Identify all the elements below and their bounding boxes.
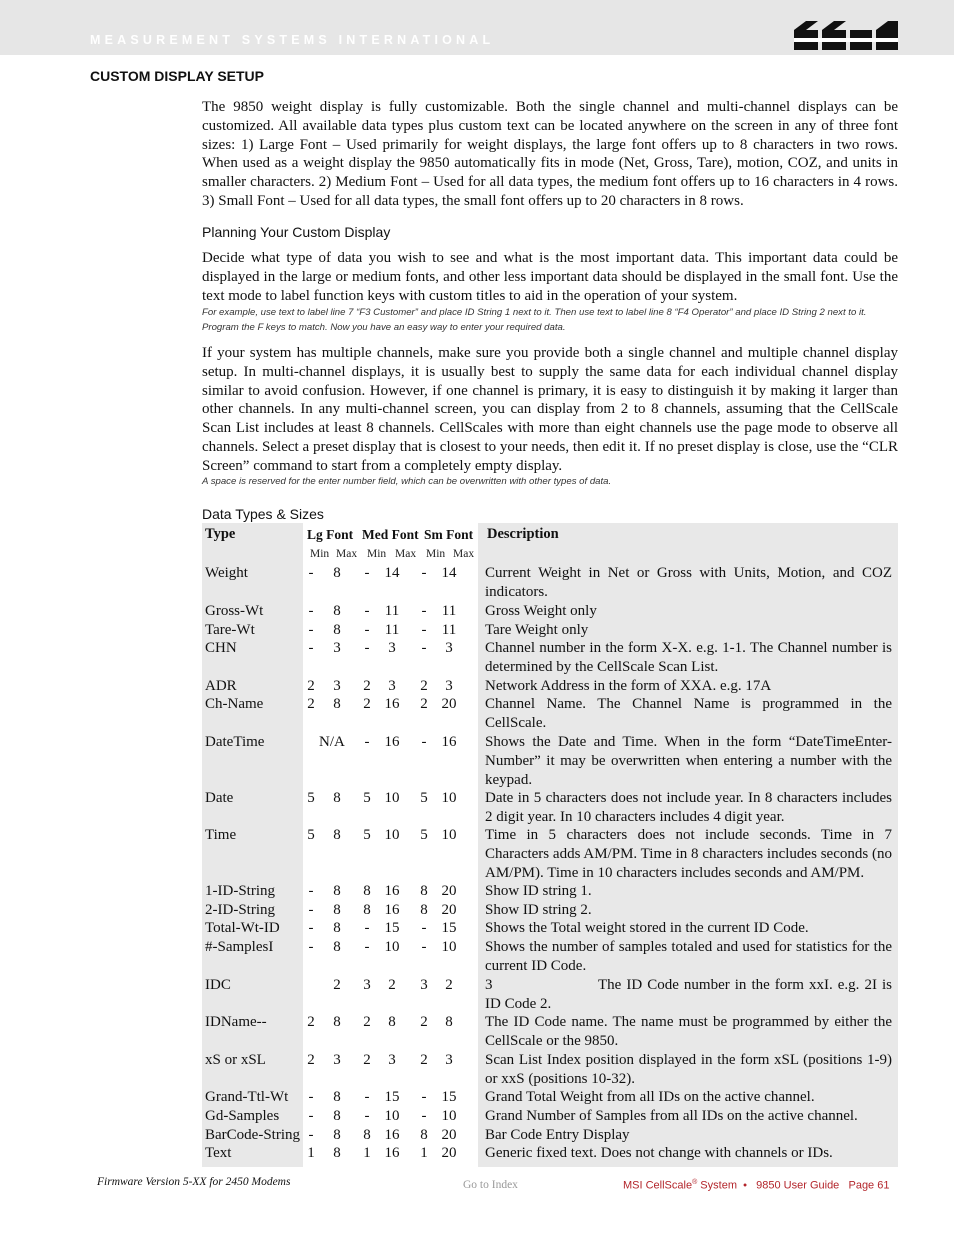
row-lg-max: 3 [333,640,341,656]
row-sm-max: 11 [441,622,457,638]
go-to-index-link[interactable]: Go to Index [463,1179,518,1191]
planning-note-2: A space is reserved for the enter number field, which can be overwritten with other types of data. [202,476,612,487]
row-med-max: 3 [388,678,396,694]
row-med-max: 16 [384,696,400,712]
header-type: Type [205,526,236,542]
row-med-max: 3 [388,640,396,656]
row-type: Ch-Name [205,696,264,712]
row-sm-min: - [421,640,427,656]
planning-note-1: For example, use text to label line 7 “F3 Customer” and place ID String 1 next to it. Then use text to label line 8 “F4 Operator” and place ID String 2 next to it. Program the F keys to match. Now you have an easy way to enter your required data. [202,307,867,333]
row-med-max: 10 [384,939,400,955]
row-lg-max: 8 [333,622,341,638]
row-type: #-SamplesI [205,939,274,955]
row-lg-min: 2 [307,1052,315,1068]
row-sm-max: 15 [441,920,457,936]
header-med-min: Min [367,548,387,560]
row-med-max: 10 [384,1108,400,1124]
row-sm-min: - [421,939,427,955]
row-lg-min: 5 [307,790,315,806]
row-med-max: 16 [384,734,400,750]
row-sm-max: 20 [441,1127,457,1143]
row-sm-min: 2 [420,696,428,712]
row-lg-max: 8 [333,790,341,806]
row-lg-max: 8 [333,696,341,712]
header-lg-min: Min [310,548,330,560]
header-sm-min: Min [426,548,446,560]
row-med-max: 8 [388,1014,396,1030]
row-type: Date [205,790,234,806]
footer-guide: 9850 User Guide [756,1179,840,1192]
row-med-min: 2 [363,1014,371,1030]
row-med-max: 11 [384,622,400,638]
row-description: Scan List Index position displayed in the form xSL (positions 1-9) or xxS (positions 10-32). [485,1052,892,1087]
row-lg-max: 8 [333,827,341,843]
row-med-min: 2 [363,678,371,694]
planning-heading: Planning Your Custom Display [202,224,391,240]
row-sm-max: 3 [445,678,453,694]
row-med-min: - [364,1108,370,1124]
row-sm-min: - [421,920,427,936]
row-lg-max: 8 [333,1108,341,1124]
section-title: CUSTOM DISPLAY SETUP [90,68,265,84]
intro-paragraph: The 9850 weight display is fully customizable. Both the single channel and multi-channel displays can be customized. All available data types plus custom text can be located anywhere on the screen in any of three font sizes: 1) Large Font – Used primarily for weight displays, the large font offers up to 8 characters in two rows. When used as a weight display the 9850 automatically fits in mode (Net, Gross, Tare), motion, COZ, and units in smaller characters. 2) Medium Font – Used for all data types, the medium font offers up to 16 characters in 4 rows. 3) Small Font – Used for all data types, the small font offers up to 20 characters in 8 rows. [202,99,898,209]
footer-system: System [697,1179,737,1192]
row-sm-min: 2 [420,1052,428,1068]
row-sm-min: 1 [420,1145,428,1161]
row-med-min: - [364,622,370,638]
row-med-min: - [364,1089,370,1105]
row-lg-min: - [308,1108,314,1124]
row-lg-min: - [308,939,314,955]
row-lg-min: 2 [307,678,315,694]
row-description: Tare Weight only [485,622,589,638]
data-types-heading: Data Types & Sizes [202,506,324,522]
footer-guide-info [623,1179,889,1192]
row-lg-max: 8 [333,1014,341,1030]
header-lg-font: Lg Font [307,527,354,542]
row-med-min: 2 [363,1052,371,1068]
row-med-max: 15 [384,920,400,936]
header-description: Description [487,526,559,542]
row-type: Total-Wt-ID [205,920,280,936]
footer-firmware: Firmware Version 5-XX for 2450 Modems [97,1176,291,1188]
data-types-table [202,523,898,1167]
row-med-max: 16 [384,1127,400,1143]
row-sm-max: 10 [441,1108,457,1124]
row-lg-max: 8 [333,920,341,936]
row-description: Show ID string 2. [485,902,592,918]
row-lg-min: - [308,902,314,918]
row-sm-max: 2 [445,977,453,993]
row-med-min: - [364,734,370,750]
row-sm-max: 20 [441,696,457,712]
row-lg-max: 8 [333,565,341,581]
row-type: BarCode-String [205,1127,300,1143]
row-lg-min: - [308,565,314,581]
row-lg-max: 3 [333,678,341,694]
row-sm-max: 3 [445,1052,453,1068]
row-description: Channel number in the form X-X. e.g. 1-1. The Channel number is determined by the CellScale Scan List. [485,640,892,675]
row-med-min: 8 [363,902,371,918]
row-sm-min: 2 [420,678,428,694]
row-sm-min: - [421,1089,427,1105]
row-lg-max: 8 [333,1145,341,1161]
row-med-min: 8 [363,1127,371,1143]
row-med-max: 3 [388,1052,396,1068]
row-lg-na: N/A [319,734,345,750]
row-description: Grand Total Weight from all IDs on the active channel. [485,1089,815,1105]
row-lg-min: - [308,603,314,619]
row-type: IDC [205,977,231,993]
row-med-max: 10 [384,790,400,806]
row-med-min: 5 [363,790,371,806]
row-sm-max: 10 [441,827,457,843]
row-sm-min: - [421,734,427,750]
row-type: 2-ID-String [205,902,275,918]
row-type: IDName-- [205,1014,267,1030]
row-lg-max: 8 [333,939,341,955]
row-lg-min: 1 [307,1145,315,1161]
row-lg-min: 2 [307,696,315,712]
row-sm-max: 15 [441,1089,457,1105]
row-lg-max: 8 [333,603,341,619]
row-med-max: 14 [384,565,400,581]
row-sm-min: 3 [420,977,428,993]
row-type: Gross-Wt [205,603,264,619]
row-med-max: 16 [384,883,400,899]
row-med-min: - [364,939,370,955]
row-lg-max: 8 [333,1089,341,1105]
row-description: Shows the Total weight stored in the current ID Code. [485,920,809,936]
row-type: Time [205,827,237,843]
header-med-font: Med Font [362,527,419,542]
row-sm-min: - [421,1108,427,1124]
row-sm-max: 14 [441,565,457,581]
company-name: MEASUREMENT SYSTEMS INTERNATIONAL [90,33,495,47]
row-lg-min: - [308,1089,314,1105]
row-med-max: 10 [384,827,400,843]
row-description: Current Weight in Net or Gross with Units, Motion, and COZ indicators. [485,565,892,600]
row-med-max: 16 [384,902,400,918]
row-lg-min: 2 [307,1014,315,1030]
row-lg-min: - [308,640,314,656]
footer-page: Page 61 [848,1179,890,1192]
header-lg-max: Max [336,548,358,560]
row-type: Tare-Wt [205,622,255,638]
row-sm-min: - [421,603,427,619]
row-lg-min: - [308,883,314,899]
row-description: Bar Code Entry Display [485,1127,630,1143]
row-type: 1-ID-String [205,883,275,899]
row-sm-max: 20 [441,1145,457,1161]
row-lg-max: 2 [333,977,341,993]
row-lg-max: 3 [333,1052,341,1068]
row-description: Generic fixed text. Does not change with channels or IDs. [485,1145,833,1161]
row-description-text: The ID Code number in the form xxI. e.g. 2I is ID Code 2. [485,977,892,1012]
row-med-max: 2 [388,977,396,993]
row-type: Weight [205,565,248,581]
row-med-min: 8 [363,883,371,899]
row-sm-max: 11 [441,603,457,619]
row-description: Gross Weight only [485,603,597,619]
row-description: Date in 5 characters does not include year. In 8 characters includes 2 digit year. In 10 characters includes 4 digit year. [485,790,892,825]
page-header [0,0,954,55]
row-med-max: 11 [384,603,400,619]
footer-registered-mark: ® [692,1179,698,1186]
row-lg-min: - [308,622,314,638]
row-med-min: 2 [363,696,371,712]
row-sm-min: 8 [420,902,428,918]
row-sm-min: 8 [420,1127,428,1143]
row-lg-max: 8 [333,1127,341,1143]
row-sm-min: - [421,565,427,581]
header-sm-font: Sm Font [424,527,474,542]
footer-product: MSI CellScale [623,1179,693,1192]
row-sm-min: 8 [420,883,428,899]
planning-paragraph-1: Decide what type of data you wish to see and what is the most important data. This important data could be displayed in the large or medium fonts, and other less important data should be displayed in the small font. Use the text mode to label function keys with custom titles to aid in the operation of your system. [202,250,898,304]
row-lg-min: - [308,920,314,936]
row-description: Shows the number of samples totaled and used for statistics for the current ID Code. [485,939,892,974]
header-med-max: Max [395,548,417,560]
row-sm-min: 5 [420,827,428,843]
row-sm-max: 20 [441,902,457,918]
row-sm-max: 20 [441,883,457,899]
row-med-min: 5 [363,827,371,843]
row-type: ADR [205,678,237,694]
row-med-min: - [364,603,370,619]
row-description: The ID Code name. The name must be programmed by either the CellScale or the 9850. [485,1014,892,1049]
row-lg-min: 5 [307,827,315,843]
row-description: Shows the Date and Time. When in the form “DateTimeEnter-Number” it may be overwritten when entering a number with the keypad. [485,734,892,788]
row-sm-max: 3 [445,640,453,656]
row-description: Network Address in the form of XXA. e.g. 17A [485,678,772,694]
row-sm-max: 10 [441,939,457,955]
header-sm-max: Max [453,548,475,560]
row-description: Show ID string 1. [485,883,592,899]
row-description: Channel Name. The Channel Name is programmed in the CellScale. [485,696,892,731]
row-type: xS or xSL [205,1052,266,1068]
row-sm-max: 8 [445,1014,453,1030]
row-lg-max: 8 [333,883,341,899]
row-med-min: - [364,640,370,656]
msi-logo-icon [794,21,898,51]
row-sm-min: 5 [420,790,428,806]
row-lg-max: 8 [333,902,341,918]
row-med-min: 3 [363,977,371,993]
row-med-min: - [364,920,370,936]
planning-paragraph-2: If your system has multiple channels, make sure you provide both a single channel and multiple channel display setup. In multi-channel displays, it is usually best to supply the same data for each individual channel display similar to avoid confusion. However, if one channel is primary, it is easy to distinguish it by making it larger than other channels. In any multi-channel screen, you can display from 2 to 8 channels, assuming that the CellScale Scan List includes at least 8 channels. CellScales with more than eight channels use the page mode to observe all channels. Select a preset display that is closest to your needs, then edit it. If no preset display is close, use the “CLR Screen” command to start from a completely empty display. [202,345,898,474]
row-type: Gd-Samples [205,1108,280,1124]
row-med-max: 16 [384,1145,400,1161]
row-description-prefix: 3 [485,977,493,993]
row-type: Grand-Ttl-Wt [205,1089,289,1105]
row-med-min: 1 [363,1145,371,1161]
row-med-max: 15 [384,1089,400,1105]
row-sm-max: 16 [441,734,457,750]
row-sm-min: - [421,622,427,638]
row-description: Grand Number of Samples from all IDs on the active channel. [485,1108,858,1124]
row-type: Text [205,1145,232,1161]
row-sm-min: 2 [420,1014,428,1030]
footer-bullet: • [743,1179,747,1192]
row-type: DateTime [205,734,265,750]
row-sm-max: 10 [441,790,457,806]
row-med-min: - [364,565,370,581]
row-lg-min: - [308,1127,314,1143]
row-type: CHN [205,640,237,656]
row-description: Time in 5 characters does not include seconds. Time in 7 Characters adds AM/PM. Time in 8 characters includes seconds (no AM/PM). Time in 10 characters includes seconds and AM/PM. [485,827,892,881]
row-description [485,976,892,1014]
